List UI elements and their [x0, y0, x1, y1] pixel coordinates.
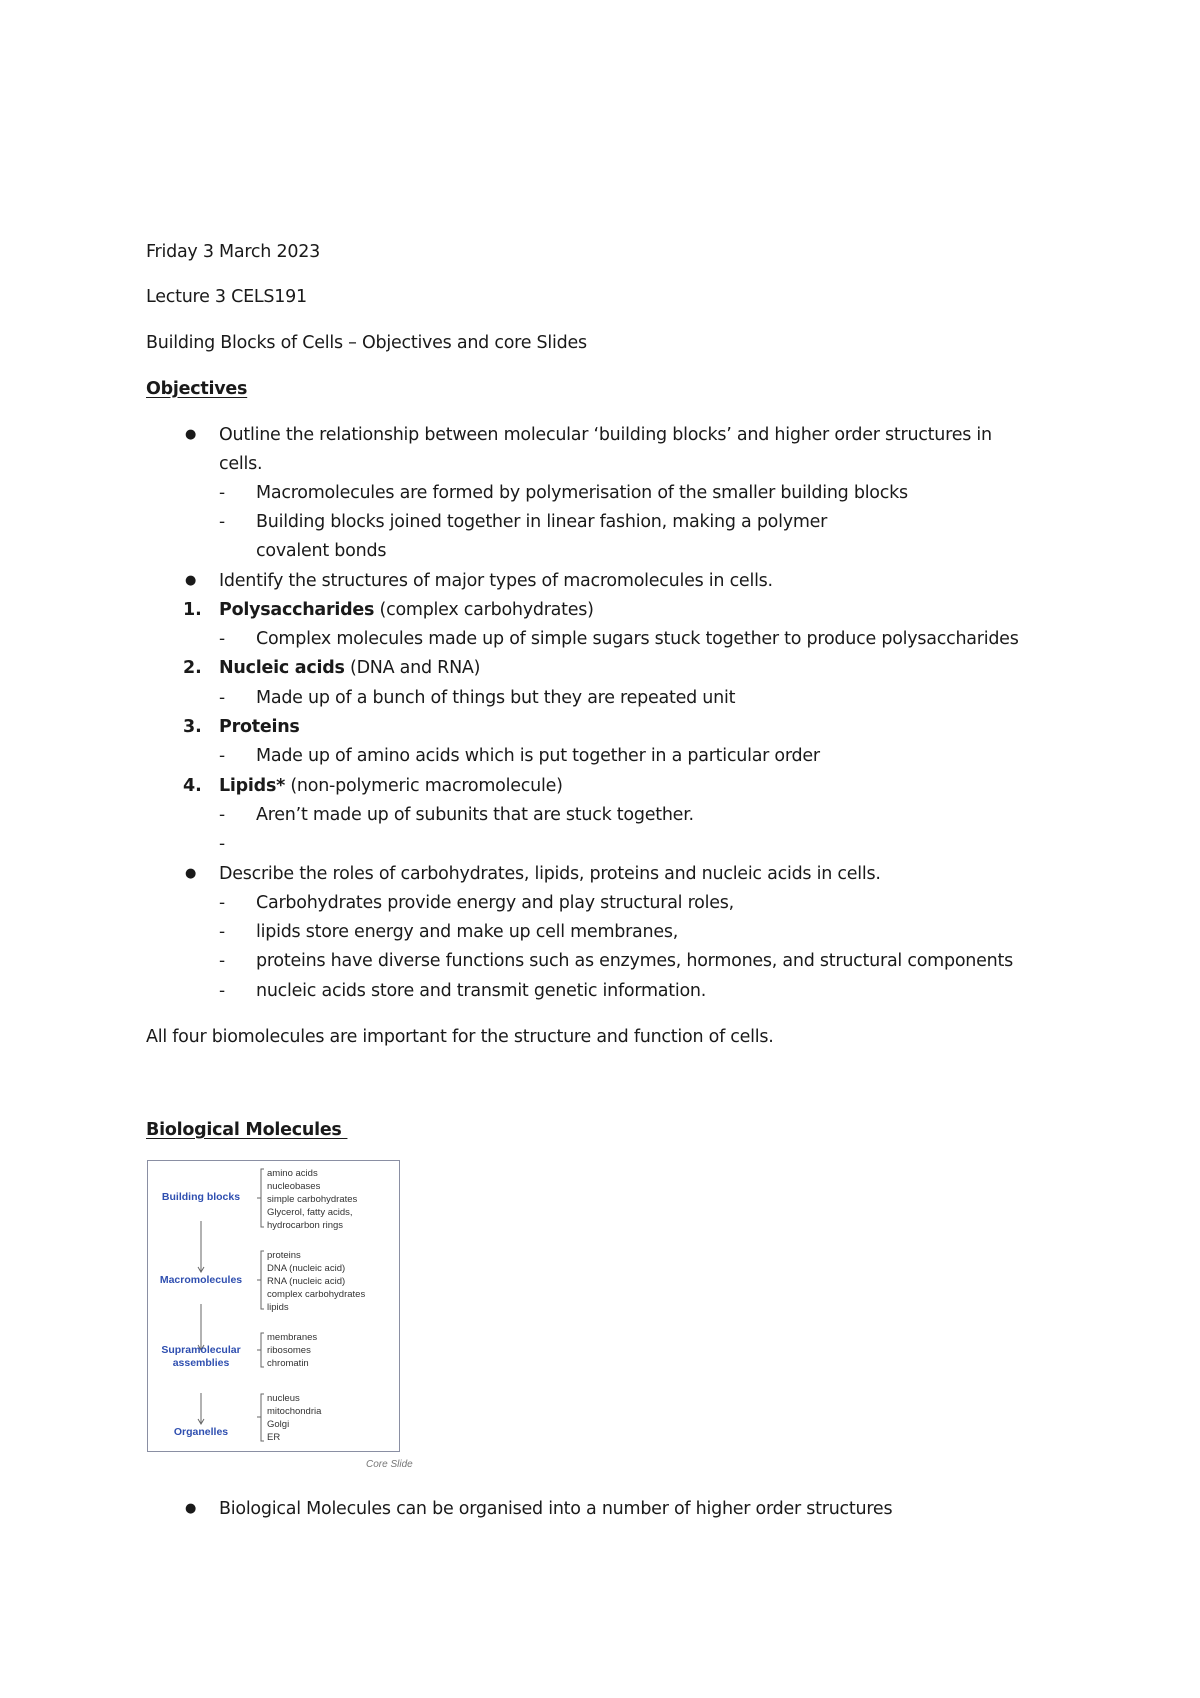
diagram-item: lipids	[267, 1302, 289, 1313]
diagram-item: hydrocarbon rings	[267, 1220, 344, 1231]
term: Polysaccharides	[219, 600, 375, 620]
diagram-item: RNA (nucleic acid)	[267, 1276, 346, 1287]
diagram-label-building-blocks: Building blocks	[161, 1191, 241, 1203]
diagram-item: membranes	[267, 1332, 318, 1343]
dash-icon: -	[219, 688, 226, 708]
objective-3: Describe the roles of carbohydrates, lipids, proteins and nucleic acids in cells.	[219, 864, 881, 884]
diagram-item: Glycerol, fatty acids,	[267, 1207, 353, 1218]
list-number: 4.	[183, 776, 202, 796]
macromolecule-proteins	[219, 715, 300, 739]
diagram-item: DNA (nucleic acid)	[267, 1263, 346, 1274]
list-number: 3.	[183, 717, 202, 737]
dash-icon: -	[219, 922, 226, 942]
macromolecule-nucleic-acids: Nucleic acids (DNA and RNA)	[219, 658, 481, 678]
biological-molecules-bullet: Biological Molecules can be organised into a number of higher order structures	[219, 1499, 893, 1519]
diagram-item: Golgi	[267, 1419, 290, 1430]
diagram-item: ribosomes	[267, 1345, 311, 1356]
diagram-item: ER	[267, 1432, 281, 1443]
objective-1-detail-2-cont: covalent bonds	[256, 541, 387, 561]
macromolecule-lipids: Lipids* (non-polymeric macromolecule)	[219, 776, 563, 796]
diagram-label-macromolecules: Macromolecules	[159, 1274, 243, 1286]
objective-1-line2: cells.	[219, 454, 263, 474]
dash-icon: -	[219, 834, 226, 854]
diagram-label-supramolecular: Supramolecular	[161, 1344, 241, 1356]
list-number: 1.	[183, 600, 202, 620]
diagram-item: chromatin	[267, 1358, 309, 1369]
diagram-item: mitochondria	[267, 1406, 322, 1417]
objectives-heading: Objectives	[146, 379, 248, 399]
diagram-label-assemblies: assemblies	[172, 1357, 230, 1369]
term: Nucleic acids	[219, 658, 345, 678]
dash-icon: -	[219, 629, 226, 649]
list-number: 2.	[183, 658, 202, 678]
lecture-line: Lecture 3 CELS191	[146, 287, 307, 307]
macromolecule-polysaccharides: Polysaccharides (complex carbohydrates)	[219, 600, 594, 620]
diagram-item: complex carbohydrates	[267, 1289, 366, 1300]
bullet-icon: ●	[185, 427, 197, 442]
bullet-icon: ●	[185, 1501, 197, 1516]
summary-line: All four biomolecules are important for the structure and function of cells.	[146, 1027, 774, 1047]
objective-3-detail-2: lipids store energy and make up cell membranes,	[256, 922, 679, 942]
diagram-item: amino acids	[267, 1168, 318, 1179]
diagram-item: nucleus	[267, 1393, 300, 1404]
dash-icon: -	[219, 746, 226, 766]
objective-3-detail-4: nucleic acids store and transmit genetic information.	[256, 981, 707, 1001]
polysaccharides-detail: Complex molecules made up of simple sugars stuck together to produce polysaccharides	[256, 629, 1019, 649]
objective-3-detail-1: Carbohydrates provide energy and play structural roles,	[256, 893, 734, 913]
bullet-icon: ●	[185, 573, 197, 588]
biological-molecules-heading: Biological Molecules	[146, 1120, 348, 1140]
page-title: Building Blocks of Cells – Objectives and core Slides	[146, 333, 587, 353]
bullet-icon: ●	[185, 866, 197, 881]
dash-icon: -	[219, 805, 226, 825]
dash-icon: -	[219, 981, 226, 1001]
dash-icon: -	[219, 483, 226, 503]
objective-1-line1: Outline the relationship between molecular ‘building blocks’ and higher order structures in	[219, 425, 992, 445]
date-line: Friday 3 March 2023	[146, 242, 320, 262]
lipids-detail: Aren’t made up of subunits that are stuck together.	[256, 805, 694, 825]
nucleic-acids-detail: Made up of a bunch of things but they are repeated unit	[256, 688, 736, 708]
objective-1-detail-1: Macromolecules are formed by polymerisation of the smaller building blocks	[256, 483, 908, 503]
biological-molecules-diagram	[147, 1160, 400, 1452]
term: Lipids*	[219, 776, 286, 796]
diagram-item: proteins	[267, 1250, 301, 1261]
diagram-caption: Core Slide	[366, 1459, 413, 1470]
objective-1-detail-2: Building blocks joined together in linear fashion, making a polymer	[256, 512, 828, 532]
term: Proteins	[219, 717, 300, 737]
diagram-item: nucleobases	[267, 1181, 321, 1192]
dash-icon: -	[219, 512, 226, 532]
objective-2: Identify the structures of major types of macromolecules in cells.	[219, 571, 773, 591]
dash-icon: -	[219, 951, 226, 971]
proteins-detail: Made up of amino acids which is put together in a particular order	[256, 746, 820, 766]
diagram-item: simple carbohydrates	[267, 1194, 358, 1205]
dash-icon: -	[219, 893, 226, 913]
objective-3-detail-3: proteins have diverse functions such as enzymes, hormones, and structural components	[256, 951, 1013, 971]
diagram-label-organelles: Organelles	[173, 1426, 229, 1438]
